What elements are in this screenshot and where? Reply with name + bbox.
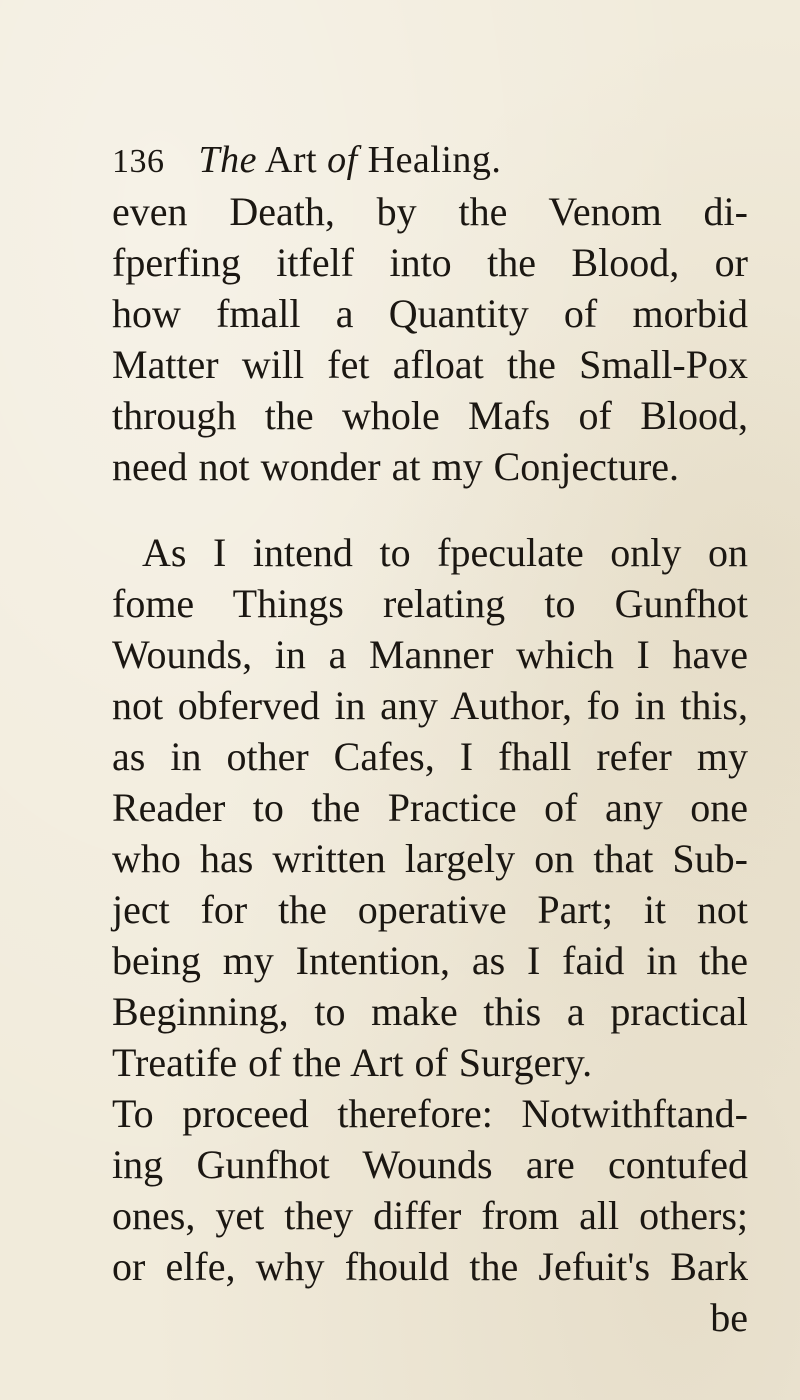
page-header bbox=[112, 138, 501, 188]
text-line: fperfing itfelf into the Blood, or bbox=[112, 240, 748, 285]
text-line: Reader to the Practice of any one bbox=[112, 785, 748, 830]
paragraph-1 bbox=[112, 186, 748, 492]
running-head-art: Art bbox=[264, 139, 318, 181]
text-line: being my Intention, as I faid in the bbox=[112, 938, 748, 983]
text-line: not obferved in any Author, fo in this, bbox=[112, 683, 748, 728]
text-line: how fmall a Quantity of morbid bbox=[112, 291, 748, 336]
running-head-healing: Healing. bbox=[367, 139, 502, 181]
text-line: Wounds, in a Manner which I have bbox=[112, 632, 748, 677]
text-line: ject for the operative Part; it not bbox=[112, 887, 748, 932]
running-head-of: of bbox=[327, 139, 358, 181]
text-line: who has written largely on that Sub- bbox=[112, 836, 748, 881]
text-line: Matter will fet afloat the Small-Pox bbox=[112, 342, 748, 387]
text-line: or elfe, why fhould the Jefuit's Bark bbox=[112, 1244, 748, 1289]
text-line: through the whole Mafs of Blood, bbox=[112, 393, 748, 438]
text-line: even Death, by the Venom di- bbox=[112, 189, 748, 234]
text-line: as in other Cafes, I fhall refer my bbox=[112, 734, 748, 779]
catchword: be bbox=[710, 1295, 748, 1340]
text-line: need not wonder at my Conjecture. bbox=[112, 444, 680, 489]
text-line: Beginning, to make this a practical bbox=[112, 989, 748, 1034]
running-head-the: The bbox=[198, 139, 257, 181]
body-text bbox=[112, 186, 748, 1343]
paragraph-gap bbox=[112, 492, 748, 527]
text-line: ones, yet they differ from all others; bbox=[112, 1193, 748, 1238]
text-line: To proceed therefore: Notwithftand- bbox=[112, 1091, 748, 1136]
paragraph-2 bbox=[112, 527, 748, 1292]
text-line: ing Gunfhot Wounds are contufed bbox=[112, 1142, 748, 1187]
text-line: Treatife of the Art of Surgery. bbox=[112, 1040, 593, 1085]
text-line: As I intend to fpeculate only on bbox=[142, 530, 748, 575]
page-number: 136 bbox=[112, 143, 165, 180]
text-line: fome Things relating to Gunfhot bbox=[112, 581, 748, 626]
running-head bbox=[199, 138, 502, 182]
